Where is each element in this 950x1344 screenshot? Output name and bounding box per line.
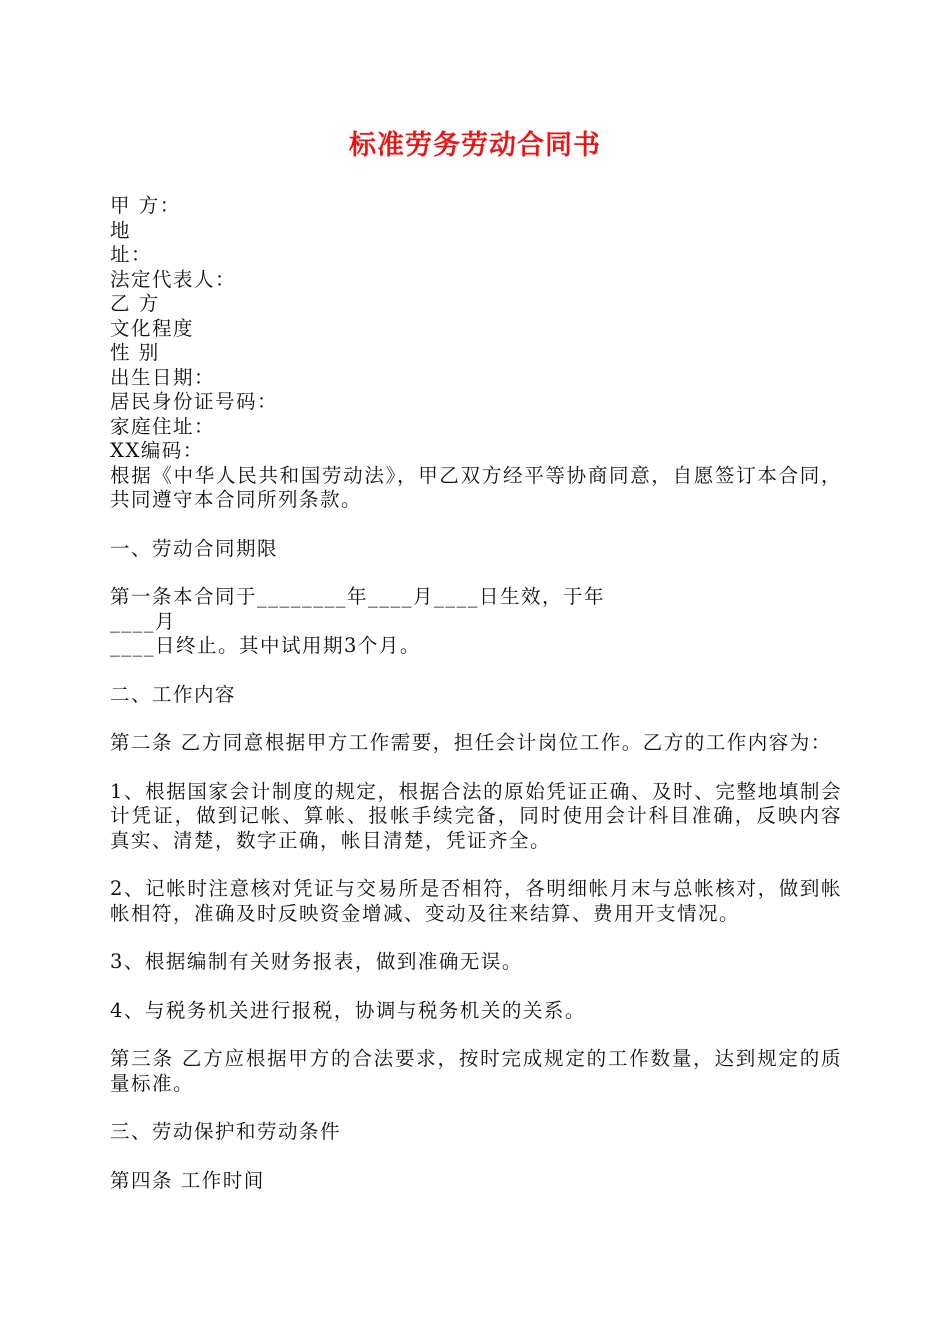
duty-item-4: 4、与税务机关进行报税，协调与税务机关的关系。: [110, 998, 586, 1022]
section-heading-term: 一、劳动合同期限: [110, 536, 279, 560]
article1-line-2: ____月: [110, 609, 177, 633]
field-address-2: 址：: [110, 243, 153, 266]
duty-item-2: 2、记帐时注意核对凭证与交易所是否相符，各明细帐月末与总帐核对，做到帐帐相符，准确及时反映资金增减、变动及往来结算、费用开支情况。: [110, 877, 842, 925]
article2-paragraph: 第二条 乙方同意根据甲方工作需要，担任会计岗位工作。乙方的工作内容为：: [110, 731, 832, 754]
field-party-a: 甲 方：: [110, 194, 181, 217]
article1-line-3: ____日终止。其中试用期3个月。: [110, 634, 421, 657]
section-heading-work: 二、工作内容: [110, 682, 237, 706]
field-legal-rep: 法定代表人：: [110, 267, 237, 291]
field-education: 文化程度: [110, 316, 195, 340]
field-gender: 性 别: [110, 341, 160, 364]
duty-item-3: 3、根据编制有关财务报表，做到准确无误。: [110, 950, 523, 973]
duty-item-1: 1、根据国家会计制度的规定，根据合法的原始凭证正确、及时、完整地填制会计凭证，做到记帐、算帐、报帐手续完备，同时使用会计科目准确，反映内容真实、清楚，数字正确，帐目清楚，凭证齐全。: [110, 779, 842, 852]
field-home-address: 家庭住址：: [110, 414, 216, 438]
article4-heading: 第四条 工作时间: [110, 1168, 265, 1192]
field-id-number: 居民身份证号码：: [110, 390, 279, 413]
section-heading-protection: 三、劳动保护和劳动条件: [110, 1120, 342, 1143]
article3-paragraph: 第三条 乙方应根据甲方的合法要求，按时完成规定的工作数量，达到规定的质量标准。: [110, 1047, 842, 1095]
field-postcode: XX编码：: [110, 439, 204, 462]
header-fields: [110, 194, 842, 464]
document-body: [110, 194, 842, 1193]
field-address-1: 地: [110, 218, 132, 242]
intro-paragraph: 根据《中华人民共和国劳动法》，甲乙双方经平等协商同意，自愿签订本合同，共同遵守本合同所列条款。: [110, 463, 842, 511]
document-title: 标准劳务劳动合同书: [349, 130, 601, 161]
field-birthdate: 出生日期：: [110, 365, 216, 389]
article1-line-1: 第一条本合同于________年____月____日生效，于年: [110, 585, 606, 608]
field-party-b: 乙 方: [110, 292, 160, 315]
